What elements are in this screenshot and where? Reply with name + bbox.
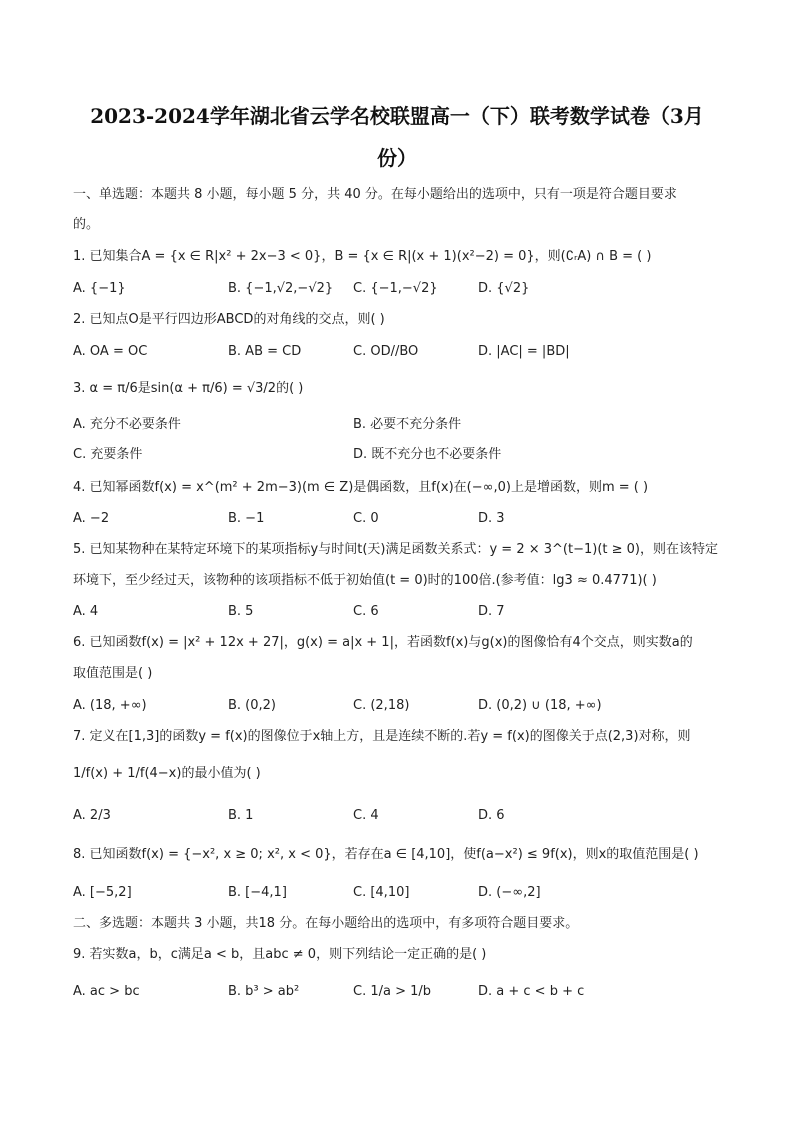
q1-option-a[interactable]: A. {−1} — [73, 281, 126, 296]
q2-stem: 2. 已知点O是平行四边形ABCD的对角线的交点，则( ) — [73, 312, 385, 327]
q4-option-c[interactable]: C. 0 — [353, 511, 379, 526]
q7-option-a[interactable]: A. 2/3 — [73, 808, 111, 823]
q7-stem-line1: 7. 定义在[1,3]的函数y = f(x)的图像位于x轴上方，且是连续不断的.若y = f(x)的图像关于点(2,3)对称，则 — [73, 729, 691, 744]
section1-heading: 一、单选题：本题共 8 小题，每小题 5 分，共 40 分。在每小题给出的选项中，只有一项是符合题目要求 — [73, 187, 677, 202]
q2-option-b[interactable]: B. AB = CD — [228, 344, 302, 359]
q6-stem-line1: 6. 已知函数f(x) = |x² + 12x + 27|，g(x) = a|x + 1|，若函数f(x)与g(x)的图像恰有4个交点，则实数a的 — [73, 635, 693, 650]
q1-stem: 1. 已知集合A = {x ∈ R|x² + 2x−3 < 0}，B = {x ∈ R|(x + 1)(x²−2) = 0}，则(∁ᵣA) ∩ B = ( ) — [73, 249, 652, 264]
q3-option-a[interactable]: A. 充分不必要条件 — [73, 417, 181, 432]
q9-option-a[interactable]: A. ac > bc — [73, 984, 140, 999]
exam-title-line1: 2023-2024学年湖北省云学名校联盟高一（下）联考数学试卷（3月 — [90, 104, 704, 128]
q8-option-c[interactable]: C. [4,10] — [353, 885, 410, 900]
q5-stem-line1: 5. 已知某物种在某特定环境下的某项指标y与时间t(天)满足函数关系式：y = 2 × 3^(t−1)(t ≥ 0)，则在该特定 — [73, 542, 718, 557]
q3-option-c[interactable]: C. 充要条件 — [73, 447, 143, 462]
q6-option-d[interactable]: D. (0,2) ∪ (18, +∞) — [478, 698, 602, 713]
q4-stem: 4. 已知幂函数f(x) = x^(m² + 2m−3)(m ∈ Z)是偶函数，且f(x)在(−∞,0)上是增函数，则m = ( ) — [73, 480, 649, 495]
q1-option-b[interactable]: B. {−1,√2,−√2} — [228, 281, 334, 296]
q8-option-a[interactable]: A. [−5,2] — [73, 885, 132, 900]
section2-heading: 二、多选题：本题共 3 小题，共18 分。在每小题给出的选项中，有多项符合题目要求。 — [73, 916, 579, 931]
q6-stem-line2: 取值范围是( ) — [73, 666, 153, 681]
q5-option-d[interactable]: D. 7 — [478, 604, 505, 619]
q1-option-c[interactable]: C. {−1,−√2} — [353, 281, 438, 296]
q3-option-b[interactable]: B. 必要不充分条件 — [353, 417, 462, 432]
q8-stem: 8. 已知函数f(x) = {−x², x ≥ 0; x², x < 0}，若存在a ∈ [4,10]，使f(a−x²) ≤ 9f(x)，则x的取值范围是( ) — [73, 847, 699, 862]
q9-option-c[interactable]: C. 1/a > 1/b — [353, 984, 432, 999]
q4-option-a[interactable]: A. −2 — [73, 511, 110, 526]
q7-option-b[interactable]: B. 1 — [228, 808, 254, 823]
q5-stem-line2: 环境下，至少经过天，该物种的该项指标不低于初始值(t = 0)时的100倍.(参考值：lg3 ≈ 0.4771)( ) — [73, 573, 657, 588]
q9-option-b[interactable]: B. b³ > ab² — [228, 984, 300, 999]
q1-option-d[interactable]: D. {√2} — [478, 281, 530, 296]
q4-option-b[interactable]: B. −1 — [228, 511, 265, 526]
q7-stem-line2: 1/f(x) + 1/f(4−x)的最小值为( ) — [73, 766, 261, 781]
q7-option-d[interactable]: D. 6 — [478, 808, 505, 823]
q5-option-a[interactable]: A. 4 — [73, 604, 99, 619]
q9-stem: 9. 若实数a，b，c满足a < b，且abc ≠ 0，则下列结论一定正确的是( ) — [73, 947, 487, 962]
q9-option-d[interactable]: D. a + c < b + c — [478, 984, 585, 999]
q5-option-b[interactable]: B. 5 — [228, 604, 254, 619]
q3-stem: 3. α = π/6是sin(α + π/6) = √3/2的( ) — [73, 381, 304, 396]
q2-option-d[interactable]: D. |AC| = |BD| — [478, 344, 570, 359]
section1-heading-cont: 的。 — [73, 217, 100, 232]
q6-option-b[interactable]: B. (0,2) — [228, 698, 277, 713]
q8-option-d[interactable]: D. (−∞,2] — [478, 885, 541, 900]
q7-option-c[interactable]: C. 4 — [353, 808, 379, 823]
q4-option-d[interactable]: D. 3 — [478, 511, 505, 526]
q8-option-b[interactable]: B. [−4,1] — [228, 885, 287, 900]
q5-option-c[interactable]: C. 6 — [353, 604, 379, 619]
q6-option-c[interactable]: C. (2,18) — [353, 698, 410, 713]
q2-option-a[interactable]: A. OA = OC — [73, 344, 148, 359]
q6-option-a[interactable]: A. (18, +∞) — [73, 698, 147, 713]
q3-option-d[interactable]: D. 既不充分也不必要条件 — [353, 447, 502, 462]
exam-title-line2: 份） — [377, 146, 417, 170]
q2-option-c[interactable]: C. OD//BO — [353, 344, 419, 359]
